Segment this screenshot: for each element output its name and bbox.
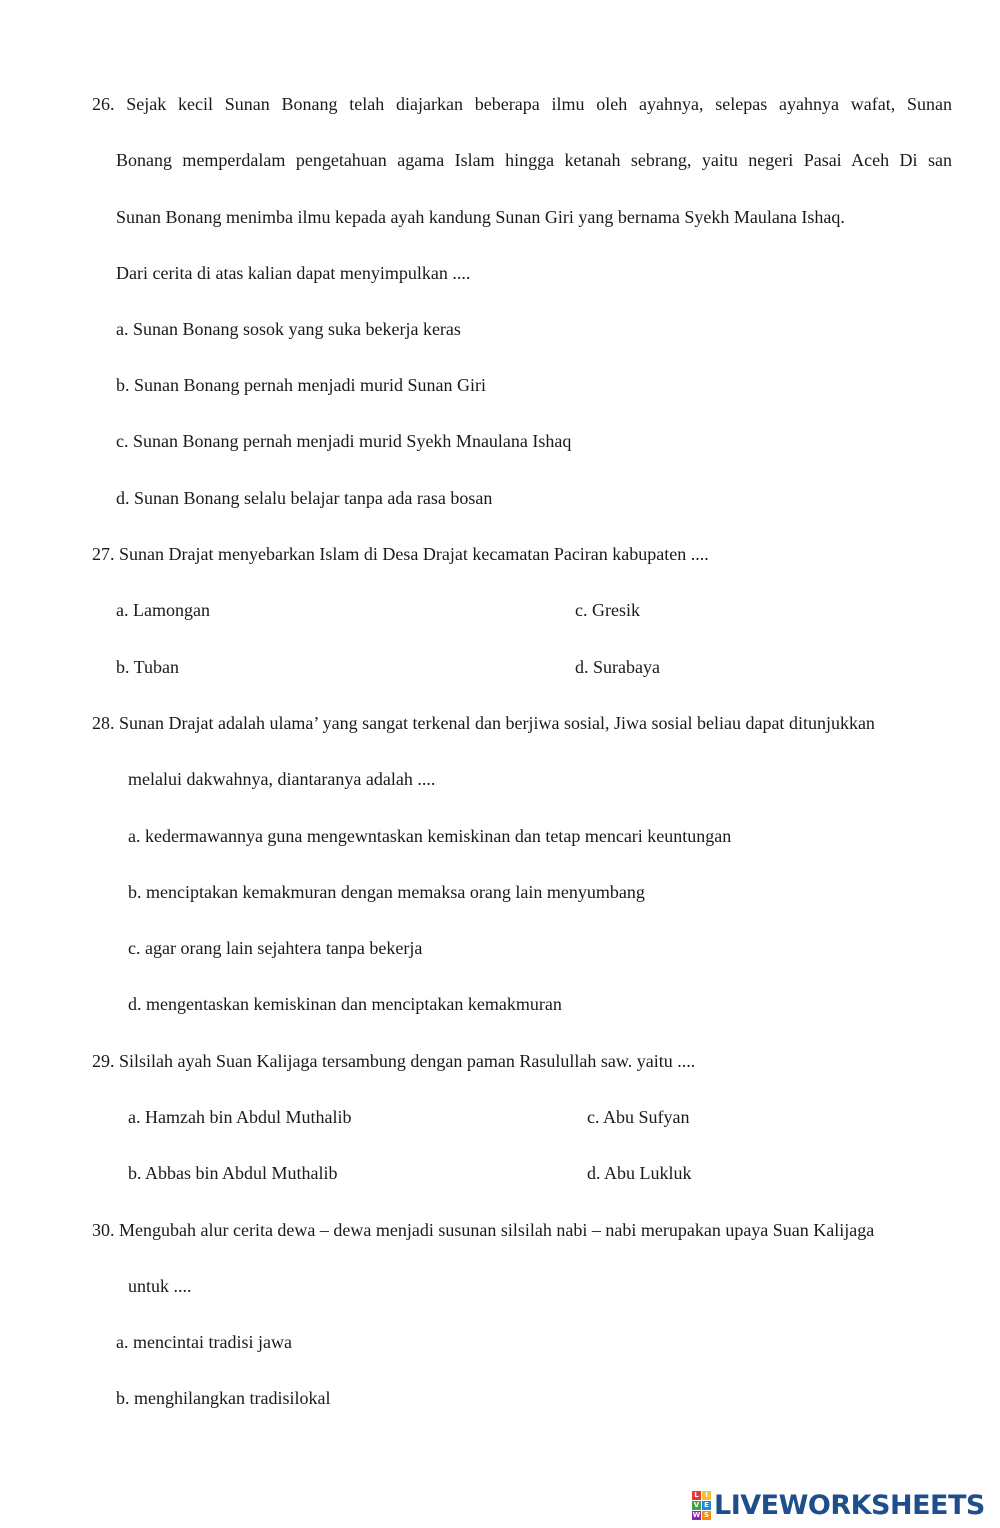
liveworksheets-logo-text: LIVEWORKSHEETS [714, 1489, 985, 1521]
question-30-stem-line-2: untuk .... [128, 1276, 192, 1296]
logo-mark-cell: I [702, 1491, 711, 1500]
logo-mark-cell: W [692, 1510, 701, 1519]
logo-mark-cell: V [693, 1500, 700, 1509]
question-28-stem-line-2: melalui dakwahnya, diantaranya adalah .... [128, 769, 436, 789]
question-29-option-a: a. Hamzah bin Abdul Muthalib [128, 1107, 352, 1127]
question-28-option-d: d. mengentaskan kemiskinan dan menciptakan kemakmuran [128, 994, 562, 1014]
question-26-stem-line-3: Sunan Bonang menimba ilmu kepada ayah kandung Sunan Giri yang bernama Syekh Maulana Ishaq. [116, 207, 845, 227]
question-26-stem-line-4: Dari cerita di atas kalian dapat menyimpulkan .... [116, 263, 471, 283]
question-28-option-b: b. menciptakan kemakmuran dengan memaksa orang lain menyumbang [128, 882, 645, 902]
question-30-option-a: a. mencintai tradisi jawa [116, 1332, 292, 1352]
question-29-stem: 29. Silsilah ayah Suan Kalijaga tersambung dengan paman Rasulullah saw. yaitu .... [92, 1051, 696, 1071]
question-28-option-c: c. agar orang lain sejahtera tanpa bekerja [128, 938, 423, 958]
question-29-option-c: c. Abu Sufyan [587, 1107, 690, 1127]
question-28-stem-line-1: 28. Sunan Drajat adalah ulama’ yang sangat terkenal dan berjiwa sosial, Jiwa sosial beliau dapat ditunjukkan [92, 713, 875, 733]
question-26-stem-line-2: Bonang memperdalam pengetahuan agama Islam hingga ketanah sebrang, yaitu negeri Pasai Aceh Di san [116, 150, 952, 170]
question-27-stem: 27. Sunan Drajat menyebarkan Islam di Desa Drajat kecamatan Paciran kabupaten .... [92, 544, 709, 564]
question-30-option-b: b. menghilangkan tradisilokal [116, 1388, 331, 1408]
liveworksheets-logo [692, 1490, 985, 1520]
question-28-option-a: a. kedermawannya guna mengewntaskan kemiskinan dan tetap mencari keuntungan [128, 826, 732, 846]
logo-mark-cell: L [692, 1491, 701, 1500]
question-30-stem-line-1: 30. Mengubah alur cerita dewa – dewa menjadi susunan silsilah nabi – nabi merupakan upaya Suan Kalijaga [92, 1220, 875, 1240]
liveworksheets-logo-icon [692, 1491, 711, 1520]
question-29-option-b: b. Abbas bin Abdul Muthalib [128, 1163, 338, 1183]
question-27-option-d: d. Surabaya [575, 657, 660, 677]
question-27-option-b: b. Tuban [116, 657, 180, 677]
question-26-stem-line-1: 26. Sejak kecil Sunan Bonang telah diajarkan beberapa ilmu oleh ayahnya, selepas ayahnya wafat, Sunan [92, 94, 952, 114]
logo-mark-cell: S [703, 1510, 710, 1519]
question-27-option-c: c. Gresik [575, 600, 640, 620]
question-26-option-b: b. Sunan Bonang pernah menjadi murid Sunan Giri [116, 375, 486, 395]
question-26-option-c: c. Sunan Bonang pernah menjadi murid Syekh Mnaulana Ishaq [116, 431, 572, 451]
logo-mark-cell: E [702, 1501, 711, 1510]
question-29-option-d: d. Abu Lukluk [587, 1163, 692, 1183]
question-26-option-d: d. Sunan Bonang selalu belajar tanpa ada rasa bosan [116, 488, 493, 508]
question-27-option-a: a. Lamongan [116, 600, 210, 620]
question-26-option-a: a. Sunan Bonang sosok yang suka bekerja keras [116, 319, 461, 339]
